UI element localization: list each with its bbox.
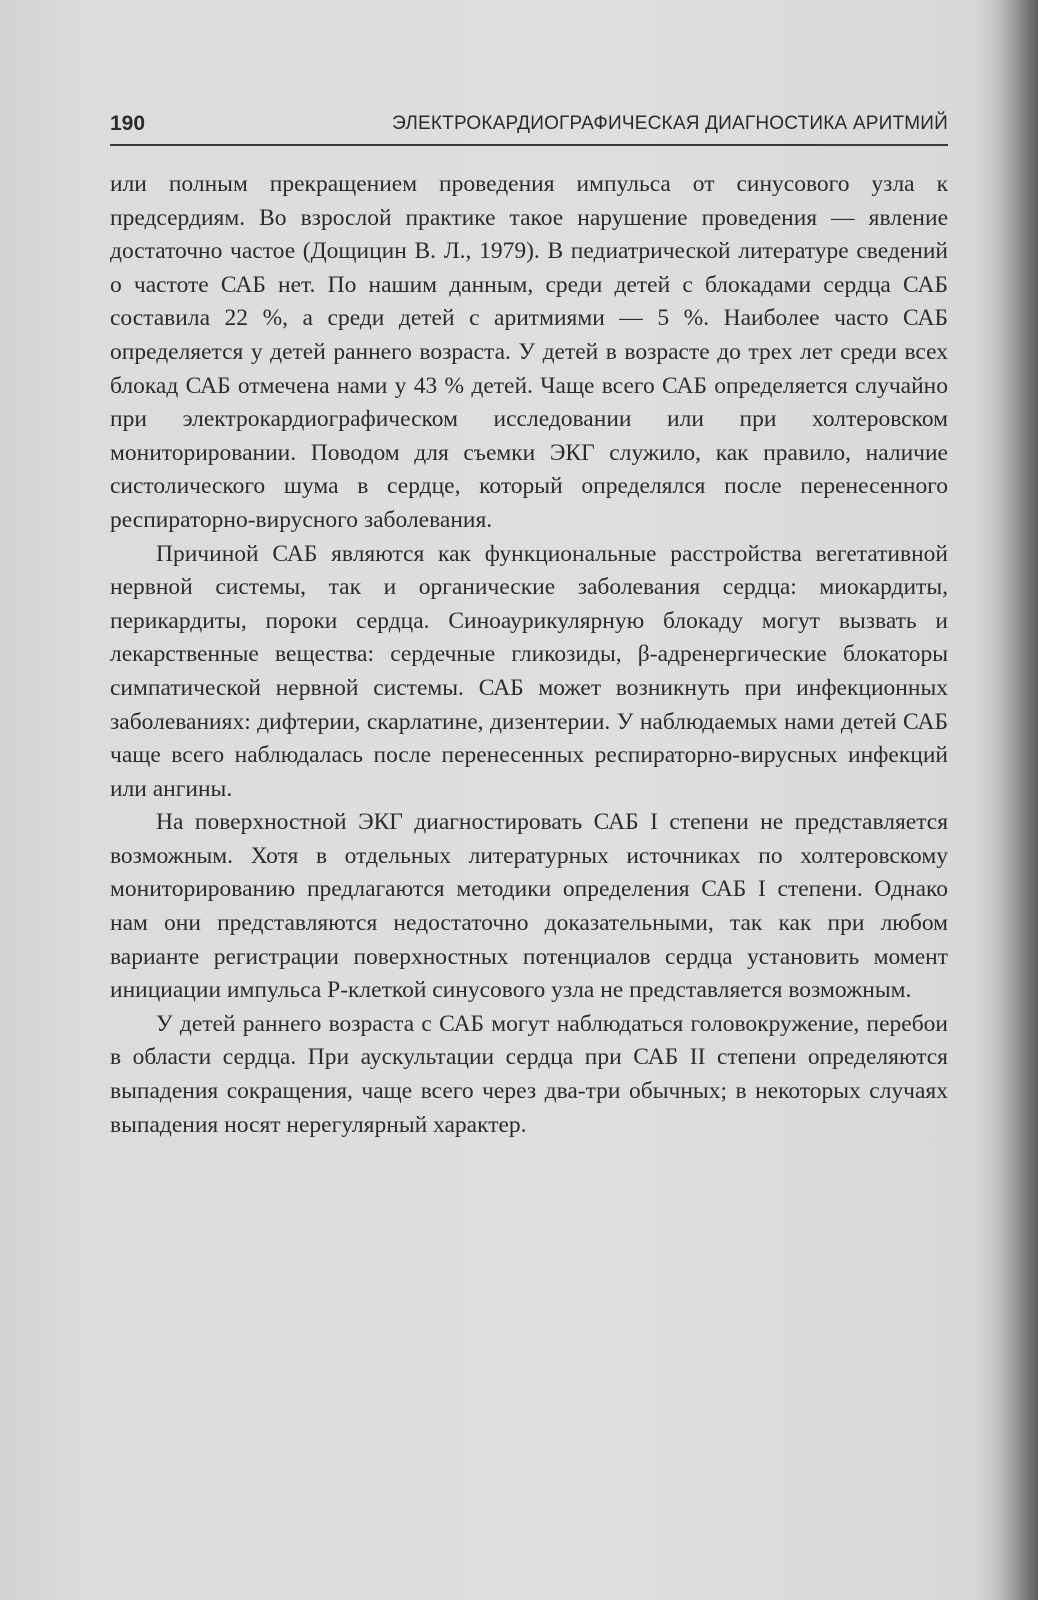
paragraph-continued: или полным прекращением проведения импульса от синусового узла к предсердиям. Во взрослой практике такое нарушение проведения — явление достаточно частое (Дощицин В. Л., 1979). В педиатрической литературе сведений о частоте САБ нет. По нашим данным, среди детей с блокадами сердца САБ составила 22 %, а среди детей с аритмиями — 5 %. Наиболее часто САБ определяется у детей раннего возраста. У детей в возрасте до трех лет среди всех блокад САБ отмечена нами у 43 % детей. Чаще всего САБ определяется случайно при электрокардиографическом исследовании или при холтеровском мониторировании. Поводом для съемки ЭКГ служило, как правило, наличие систолического шума в сердце, который определялся после перенесенного респираторно-вирусного заболевания.: [110, 171, 948, 533]
page-number: 190: [110, 112, 146, 135]
paragraph-causes: Причиной САБ являются как функциональные расстройства вегетативной нервной системы, так и органические заболевания сердца: миокардиты, перикардиты, пороки сердца. Синоаурикулярную блокаду могут вызвать и лекарственные вещества: сердечные гликозиды, β-адренергические блокаторы симпатической нервной системы. САБ может возникнуть при инфекционных заболеваниях: дифтерии, скарлатине, дизентерии. У наблюдаемых нами детей САБ чаще всего наблюдалась после перенесенных респираторно-вирусных инфекций или ангины.: [110, 540, 948, 802]
paragraph-ecg-diagnosis: На поверхностной ЭКГ диагностировать САБ I степени не представляется возможным. Хотя в отдельных литературных источниках по холтеровскому мониторированию предлагаются методики определения САБ I степени. Однако нам они представляются недостаточно доказательными, так как при любом варианте регистрации поверхностных потенциалов сердца установить момент инициации импульса Р-клеткой синусового узла не представляется возможным.: [110, 809, 948, 1004]
page-header: [110, 108, 948, 146]
paragraph-symptoms: У детей раннего возраста с САБ могут наблюдаться головокружение, перебои в области сердца. При аускультации сердца при САБ II степени определяются выпадения сокращения, чаще всего через два-три обычных; в некоторых случаях выпадения носят нерегулярный характер.: [110, 1010, 948, 1138]
running-title: ЭЛЕКТРОКАРДИОГРАФИЧЕСКАЯ ДИАГНОСТИКА АРИТМИЙ: [392, 113, 948, 134]
body-text: [110, 168, 948, 1142]
spine-shadow: [998, 0, 1038, 1600]
